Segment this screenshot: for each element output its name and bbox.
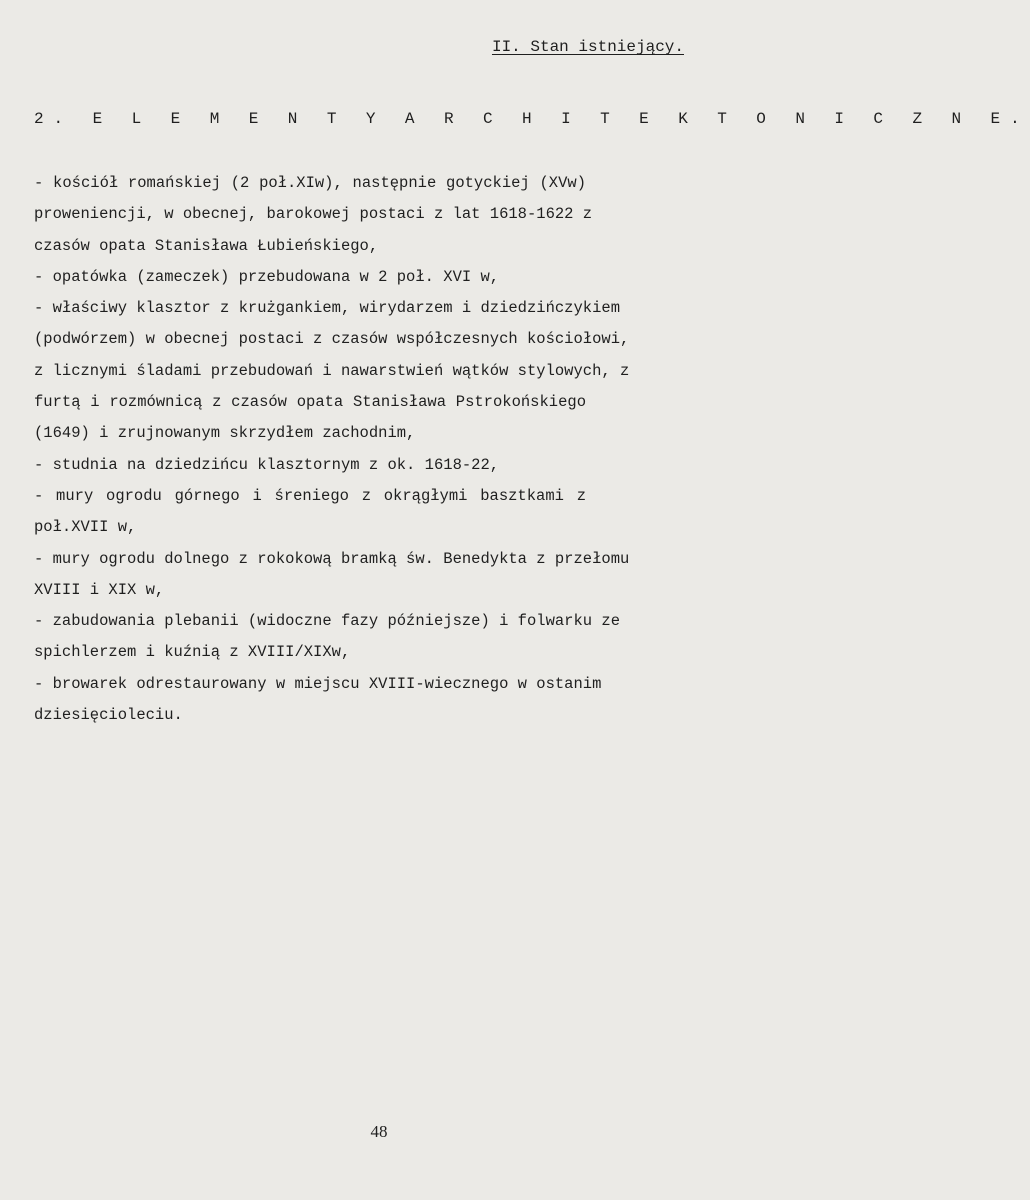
text-line: poł.XVII w, <box>34 518 137 537</box>
text-line: z licznymi śladami przebudowań i nawarstwień wątków stylowych, z <box>34 361 630 380</box>
text-line: furtą i rozmównicą z czasów opata Stanisława Pstrokońskiego <box>34 393 586 412</box>
text-line: - browarek odrestaurowany w miejscu XVIII-wiecznego w ostanim <box>34 674 602 693</box>
text-line: czasów opata Stanisława Łubieńskiego, <box>34 236 379 255</box>
text-line: - zabudowania plebanii (widoczne fazy późniejsze) i folwarku ze <box>34 612 620 631</box>
page-number: 48 <box>370 1122 388 1141</box>
text-line: - mury ogrodu górnego i śreniego z okrągłymi basztkami z <box>34 486 586 505</box>
text-line: XVIII i XIX w, <box>34 580 165 599</box>
text-line: - opatówka (zameczek) przebudowana w 2 poł. XVI w, <box>34 267 500 286</box>
running-header: II. Stan istniejący. <box>491 38 684 56</box>
text-line: - właściwy klasztor z krużgankiem, wirydarzem i dziedzińczykiem <box>34 299 620 318</box>
text-line: (podwórzem) w obecnej postaci z czasów współczesnych kościołowi, <box>34 330 630 349</box>
text-line: - studnia na dziedzińcu klasztornym z ok. 1618-22, <box>34 455 500 474</box>
text-line: - kościół romańskiej (2 poł.XIw), następnie gotyckiej (XVw) <box>34 174 586 192</box>
text-line: spichlerzem i kuźnią z XVIII/XIXw, <box>34 643 351 662</box>
text-line: - mury ogrodu dolnego z rokokową bramką św. Benedykta z przełomu <box>34 549 630 568</box>
text-line: proweniencji, w obecnej, barokowej postaci z lat 1618-1622 z <box>34 205 593 224</box>
text-line: dziesięcioleciu. <box>34 706 183 725</box>
section-heading: 2. E L E M E N T Y A R C H I T E K T O N I C Z N E. <box>34 110 1030 128</box>
body-text <box>34 168 630 731</box>
text-line: (1649) i zrujnowanym skrzydłem zachodnim, <box>34 424 416 443</box>
